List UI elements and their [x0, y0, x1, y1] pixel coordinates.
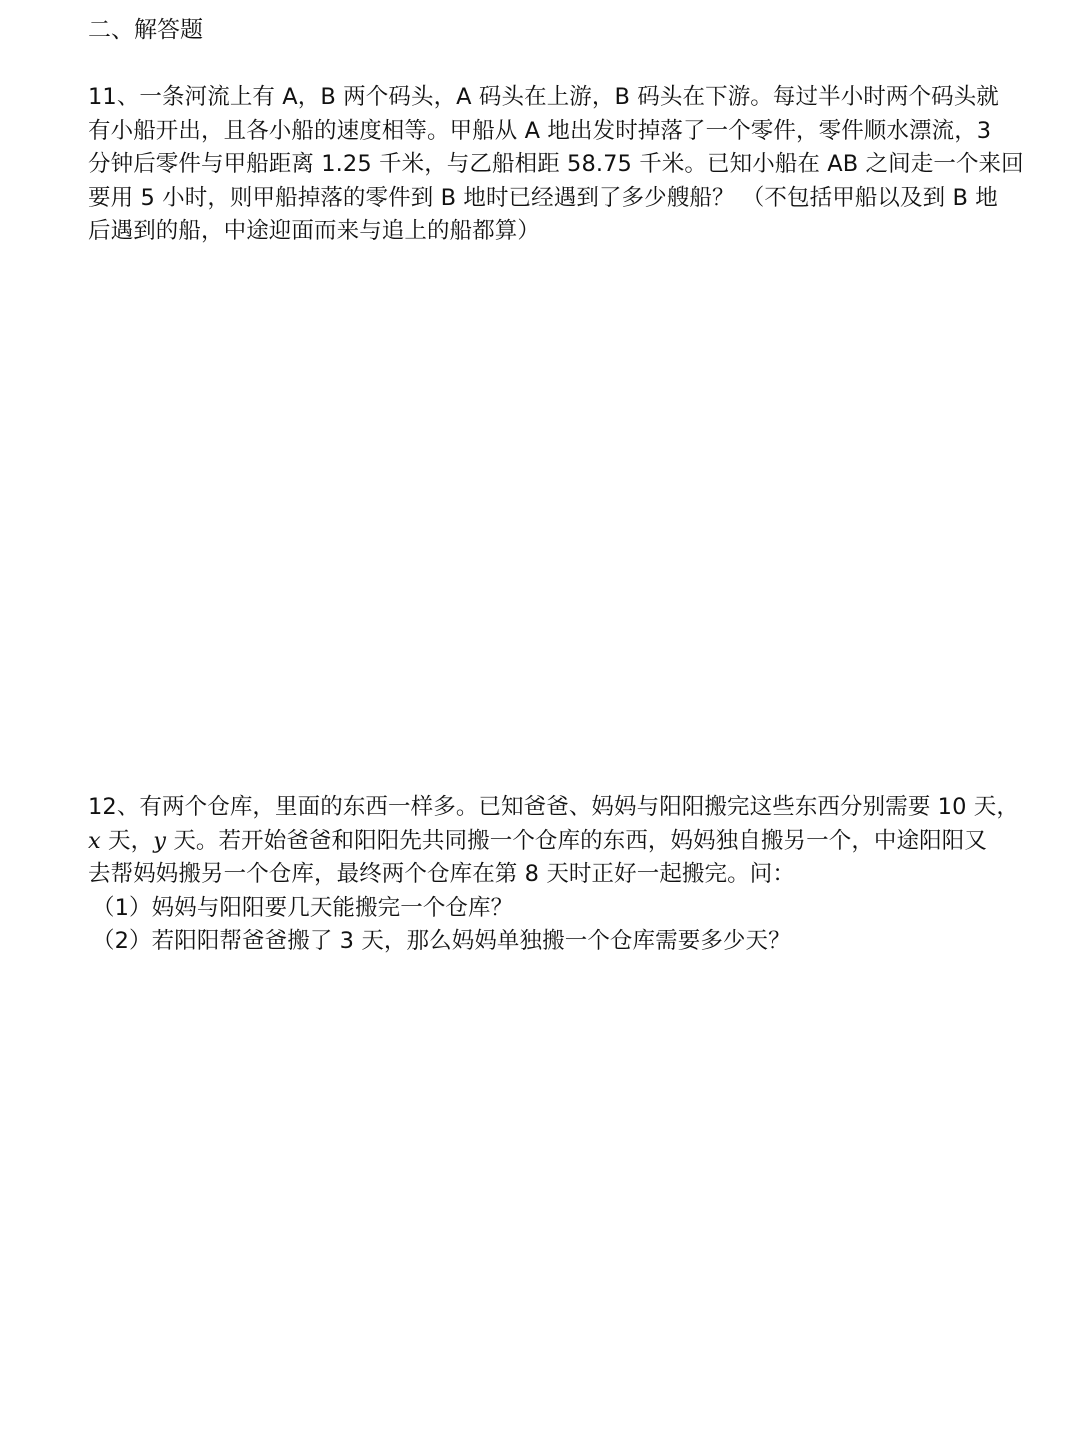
problem-11-line-1: 11、一条河流上有 A，B 两个码头，A 码头在上游，B 码头在下游。每过半小时两个码头就 [88, 84, 999, 110]
problem-12 [88, 791, 1019, 959]
problem-11-line-5: 后遇到的船，中途迎面而来与追上的船都算） [88, 218, 541, 244]
section-title: 二、解答题 [88, 17, 203, 43]
problem-11 [88, 81, 1024, 249]
problem-11-line-2: 有小船开出，且各小船的速度相等。甲船从 A 地出发时掉落了一个零件，零件顺水漂流，3 [88, 117, 992, 144]
problem-12-line-1: 12、有两个仓库，里面的东西一样多。已知爸爸、妈妈与阳阳搬完这些东西分别需要 10 天， [88, 794, 1019, 820]
problem-11-line-4: 要用 5 小时，则甲船掉落的零件到 B 地时已经遇到了多少艘船？ （不包括甲船以及到 B 地 [88, 184, 998, 211]
problem-12-line-2 [88, 825, 993, 859]
sub-question-1: （1）妈妈与阳阳要几天能搬完一个仓库？ [92, 894, 514, 921]
sub-question-2: （2）若阳阳帮爸爸搬了 3 天，那么妈妈单独搬一个仓库需要多少天？ [92, 928, 791, 954]
problem-12-text-after-y: 天。若开始爸爸和阳阳先共同搬一个仓库的东西，妈妈独自搬另一个，中途阳阳又 [166, 827, 987, 854]
problem-11-line-3: 分钟后零件与甲船距离 1.25 千米，与乙船相距 58.75 千米。已知小船在 AB 之间走一个来回 [88, 151, 1024, 177]
variable-y: y [153, 827, 167, 854]
problem-12-line-3: 去帮妈妈搬另一个仓库，最终两个仓库在第 8 天时正好一起搬完。问： [88, 861, 795, 887]
problem-12-text-after-x: 天， [100, 827, 154, 854]
variable-x: x [88, 827, 101, 854]
